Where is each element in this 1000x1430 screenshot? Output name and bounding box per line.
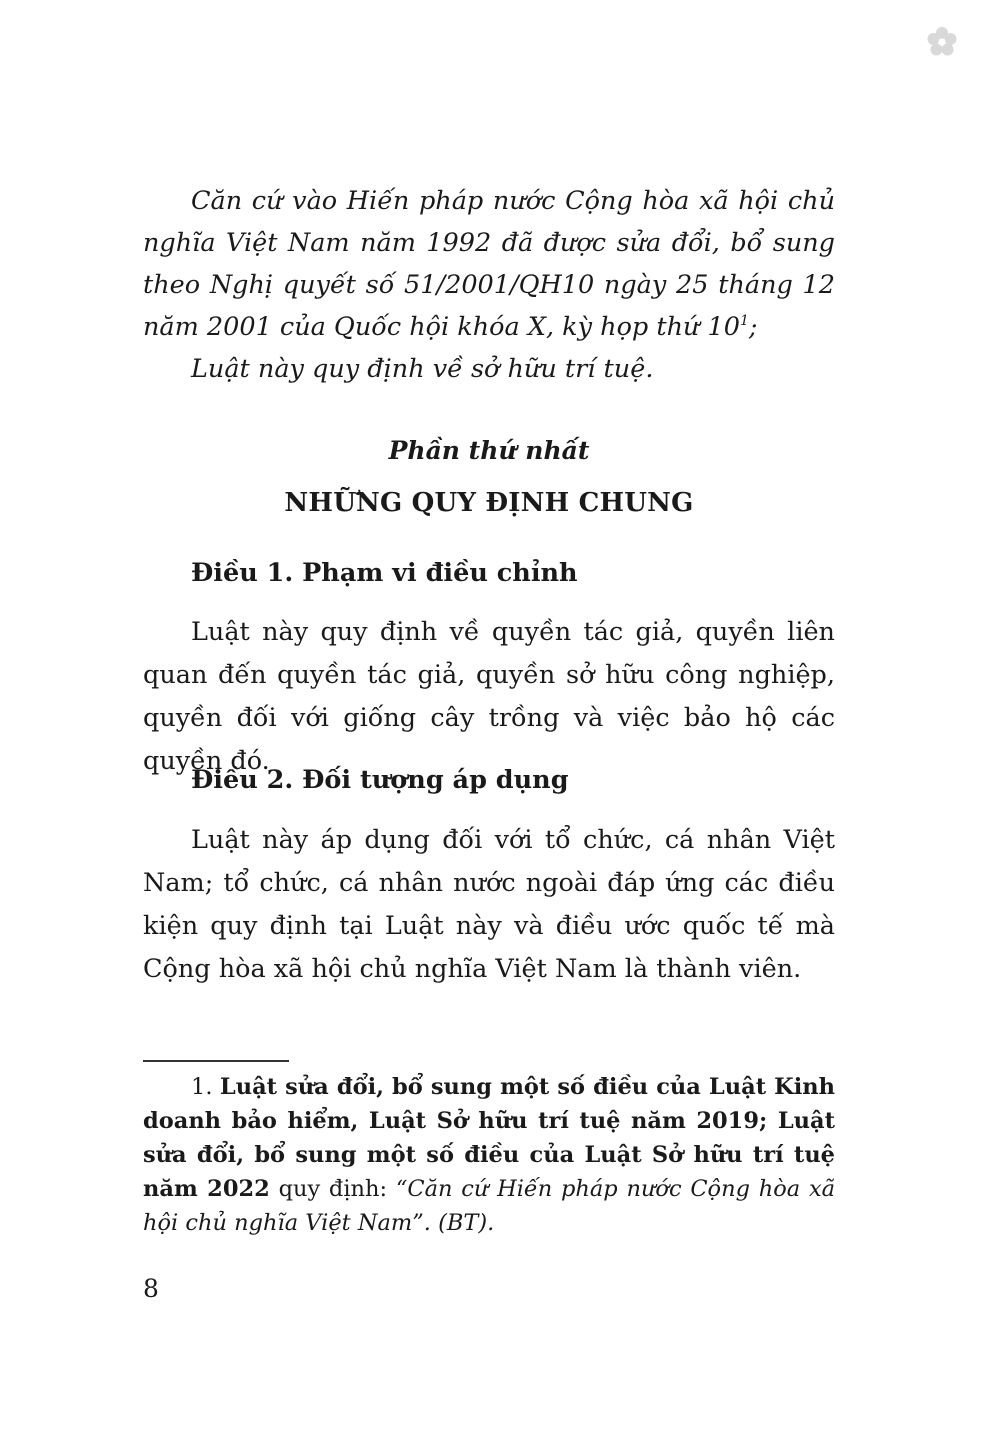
preamble-scope: Luật này quy định về sở hữu trí tuệ. xyxy=(191,354,654,384)
footnote-bold-text: Luật sửa đổi, bổ sung một số điều của Luật Kinh doanh bảo hiểm, Luật Sở hữu trí tuệ năm 2019; Luật sửa đổi, bổ sung một số điều của Luật Sở hữu trí tuệ năm 2022 xyxy=(143,1074,835,1202)
footnote-divider xyxy=(143,1060,289,1062)
part-title: NHỮNG QUY ĐỊNH CHUNG xyxy=(284,488,694,518)
flower-ornament-icon xyxy=(926,26,958,58)
article-2-body: Luật này áp dụng đối với tổ chức, cá nhân Việt Nam; tổ chức, cá nhân nước ngoài đáp ứng các điều kiện quy định tại Luật này và điều ước quốc tế mà Cộng hòa xã hội chủ nghĩa Việt Nam là thành viên. xyxy=(143,825,835,984)
footnote-number: 1. xyxy=(191,1074,213,1100)
preamble-basis: Căn cứ vào Hiến pháp nước Cộng hòa xã hội chủ nghĩa Việt Nam năm 1992 đã được sửa đổi, bổ sung theo Nghị quyết số 51/2001/QH10 ngày 25 tháng 12 năm 2001 của Quốc hội khóa X, kỳ họp thứ $10^1$; xyxy=(143,186,835,342)
footnote-quote: “Căn cứ Hiến pháp nước Cộng hòa xã hội chủ nghĩa Việt Nam”. (BT). xyxy=(143,1176,836,1236)
part-label: Phần thứ nhất xyxy=(388,436,590,465)
article-1-heading: Điều 1. Phạm vi điều chỉnh xyxy=(191,558,578,588)
footnote-plain-text: quy định: xyxy=(278,1176,388,1202)
article-1-body: Luật này quy định về quyền tác giả, quyền liên quan đến quyền tác giả, quyền sở hữu công nghiệp, quyền đối với giống cây trồng và việc bảo hộ các quyền đó. xyxy=(143,617,835,776)
article-2-heading: Điều 2. Đối tượng áp dụng xyxy=(191,765,569,795)
footnote-reference: 1 xyxy=(740,313,749,329)
page-number: 8 xyxy=(143,1274,159,1303)
preamble xyxy=(143,180,835,390)
footnote xyxy=(143,1070,835,1240)
